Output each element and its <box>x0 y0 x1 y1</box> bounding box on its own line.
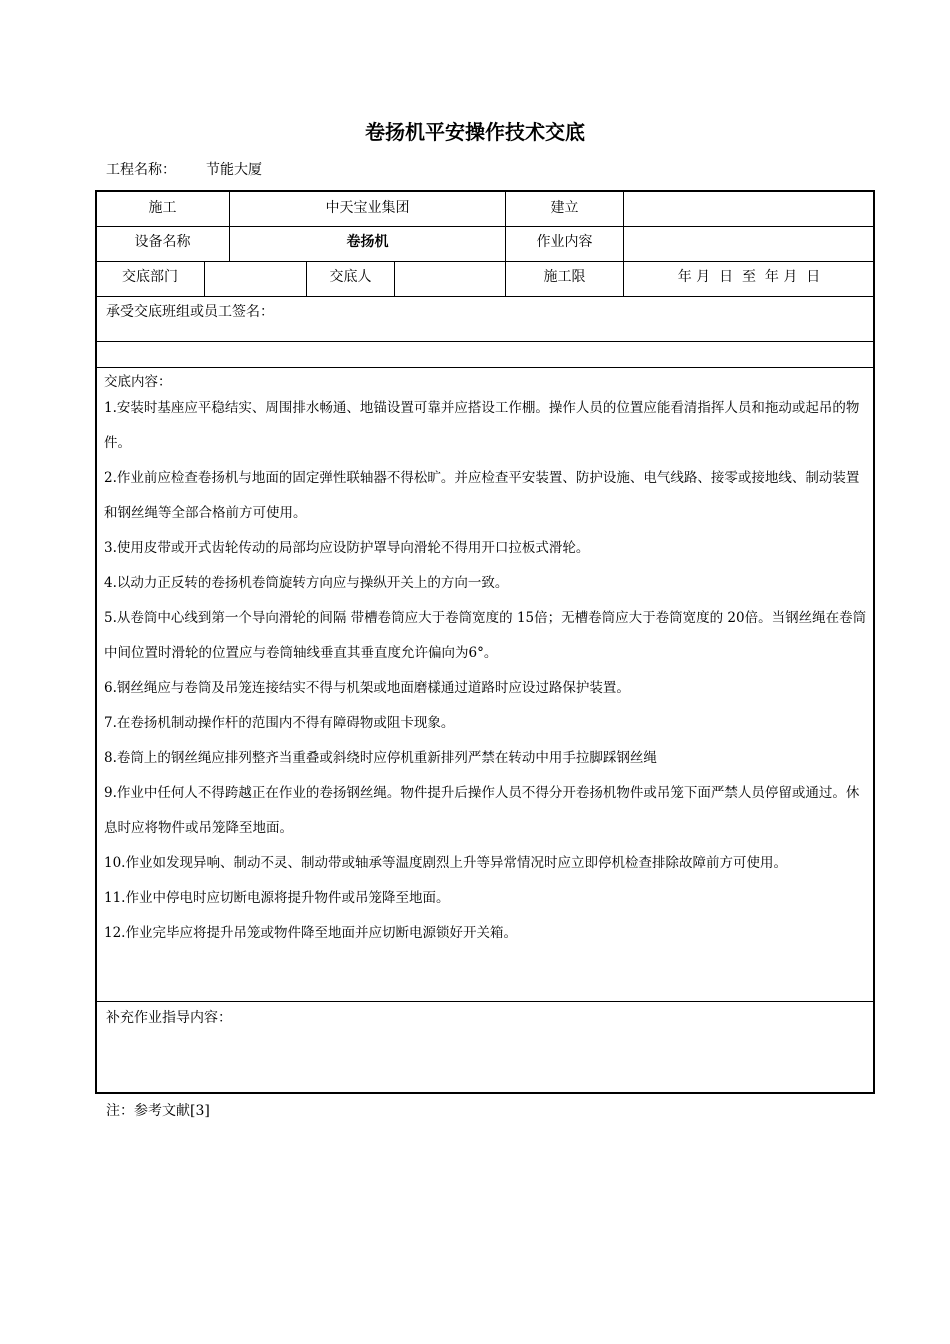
row-divider <box>96 261 874 262</box>
construction-period-label: 施工限 <box>543 269 586 285</box>
work-content-label: 作业内容 <box>536 234 593 250</box>
construction-value: 中天宝业集团 <box>325 200 410 216</box>
row-divider <box>96 367 874 368</box>
discloser-label: 交底人 <box>329 269 372 285</box>
column-divider <box>204 261 205 296</box>
row-divider <box>96 226 874 227</box>
disclosure-item: 4.以动力正反转的卷扬机卷筒旋转方向应与操纵开关上的方向一致。 <box>104 575 509 591</box>
project-name <box>106 159 262 179</box>
disclosure-content-label: 交底内容： <box>104 374 172 390</box>
disclosure-item: 5.从卷筒中心线到第一个导向滑轮的间隔 带槽卷筒应大于卷筒宽度的 15倍；无槽卷筒应大于卷筒宽度的 20倍。当钢丝绳在卷筒中间位置时滑轮的位置应与卷筒轴线垂直其垂直度允许偏向为6°。 <box>104 610 867 661</box>
signature-label: 承受交底班组或员工签名： <box>106 304 274 320</box>
department-label: 交底部门 <box>122 269 178 285</box>
column-divider <box>394 261 395 296</box>
disclosure-content <box>104 372 868 951</box>
equipment-value: 卷扬机 <box>346 234 389 250</box>
disclosure-item: 6.钢丝绳应与卷筒及吊笼连接结实不得与机架或地面磨樣通过道路时应设过路保护装置。 <box>104 680 630 696</box>
disclosure-item: 3.使用皮带或开式齿轮传动的局部均应设防护罩导向滑轮不得用开口拉板式滑轮。 <box>104 540 590 556</box>
supplement-label: 补充作业指导内容： <box>106 1010 232 1026</box>
document-title: 卷扬机平安操作技术交底 <box>365 120 585 144</box>
disclosure-item: 12.作业完毕应将提升吊笼或物件降至地面并应切断电源锁好开关箱。 <box>104 925 517 941</box>
row-divider <box>96 341 874 342</box>
disclosure-item: 1.安装时基座应平稳结实、周围排水畅通、地锚设置可靠并应搭设工作棚。操作人员的位置应能看清指挥人员和拖动或起吊的物件。 <box>104 400 860 451</box>
disclosure-item: 10.作业如发现异响、制动不灵、制动带或轴承等温度剧烈上升等异常情况时应立即停机检查排除故障前方可使用。 <box>104 855 787 871</box>
disclosure-item: 11.作业中停电时应切断电源将提升物件或吊笼降至地面。 <box>104 890 450 906</box>
build-label: 建立 <box>550 200 579 216</box>
project-name-label: 工程名称： <box>106 162 176 178</box>
disclosure-item: 7.在卷扬机制动操作杆的范围内不得有障碍物或阻卡现象。 <box>104 715 455 731</box>
disclosure-item: 2.作业前应检查卷扬机与地面的固定弹性联轴器不得松旷。并应检查平安装置、防护设施、电气线路、接零或接地线、制动装置和钢丝绳等全部合格前方可使用。 <box>104 470 860 521</box>
project-name-value: 节能大厦 <box>206 162 262 178</box>
row-divider <box>96 296 874 297</box>
equipment-label: 设备名称 <box>134 234 191 250</box>
reference-note: 注：参考文献[3] <box>106 1103 210 1119</box>
disclosure-item: 8.卷筒上的钢丝绳应排列整齐当重叠或斜绕时应停机重新排列严禁在转动中用手拉脚踩钢丝绳 <box>104 750 657 766</box>
construction-label: 施工 <box>148 200 177 216</box>
row-divider <box>96 1001 874 1002</box>
disclosure-item: 9.作业中任何人不得跨越正在作业的卷扬钢丝绳。物件提升后操作人员不得分开卷扬机物件或吊笼下面严禁人员停留或通过。休息时应将物件或吊笼降至地面。 <box>104 785 860 836</box>
construction-period-value: 年 月 日 至 年 月 日 <box>677 269 821 285</box>
